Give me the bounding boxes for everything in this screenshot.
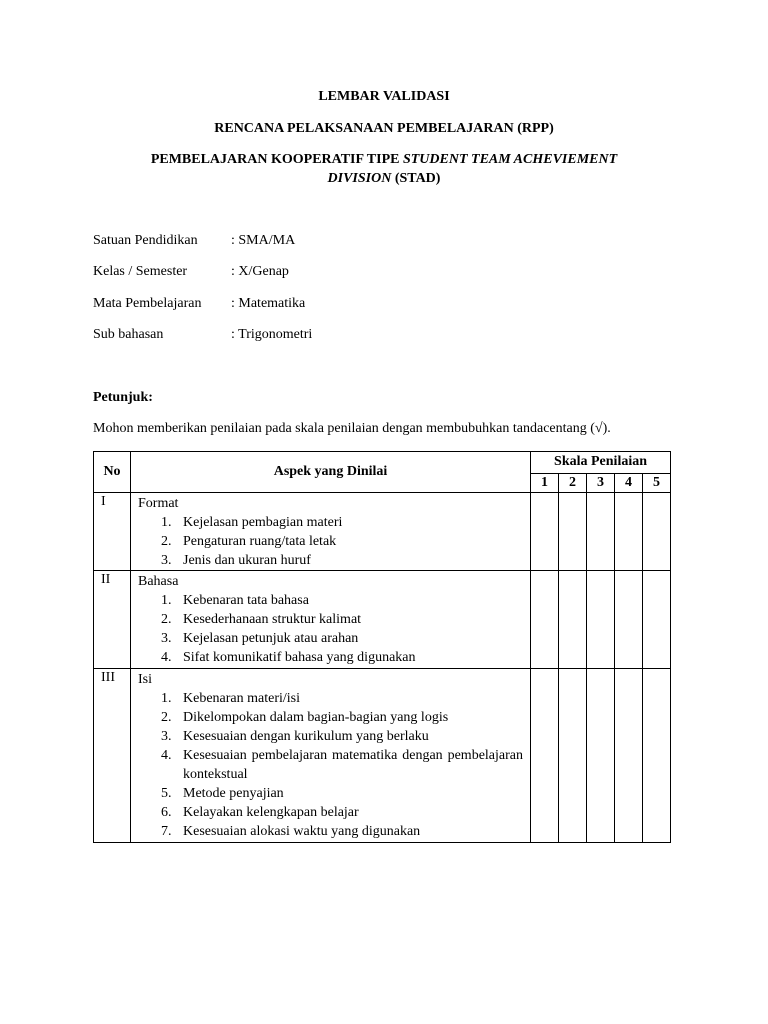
list-item: 1. Kejelasan pembagian materi [161,515,343,530]
score-cell[interactable] [643,669,671,843]
criteria-list [138,591,523,667]
section-number: I [94,493,131,571]
section-number: III [94,669,131,843]
info-row [93,233,295,249]
score-cell[interactable] [559,571,587,669]
col-header-aspek: Aspek yang Dinilai [131,452,531,493]
petunjuk-text: Mohon memberikan penilaian pada skala penilaian dengan membubuhkan tandacentang (√). [93,421,611,436]
section-cell [131,571,531,669]
doc-title: LEMBAR VALIDASI [318,89,450,104]
score-cell[interactable] [531,669,559,843]
section-cell [131,493,531,571]
score-cell[interactable] [587,669,615,843]
info-value: : SMA/MA [231,233,296,248]
criteria-list [138,513,523,570]
info-label: Kelas / Semester [93,264,188,279]
score-cell[interactable] [587,493,615,571]
scale-header: 3 [587,473,615,492]
table-row [94,669,671,843]
scale-header: 4 [615,473,643,492]
list-item: 6. Kelayakan kelengkapan belajar [161,805,359,820]
score-cell[interactable] [587,571,615,669]
list-item: 1. Kebenaran materi/isi [161,691,301,706]
info-label: Sub bahasan [93,327,164,342]
score-cell[interactable] [643,571,671,669]
list-item: 3. Jenis dan ukuran huruf [161,553,311,568]
score-cell[interactable] [615,571,643,669]
info-label: Mata Pembelajaran [93,296,202,311]
list-item: 3. Kesesuaian dengan kurikulum yang berlaku [161,729,429,744]
col-header-skala: Skala Penilaian [531,452,671,474]
scale-header: 5 [643,473,671,492]
info-row [93,296,305,312]
model-suffix: (STAD) [391,171,441,186]
section-title: Isi [138,672,152,687]
info-label: Satuan Pendidikan [93,233,198,248]
section-number: II [94,571,131,669]
score-cell[interactable] [559,493,587,571]
model-italic-2: DIVISION [327,171,392,186]
score-cell[interactable] [531,571,559,669]
petunjuk-heading: Petunjuk: [93,390,153,405]
info-row [93,264,289,280]
section-title: Format [138,496,179,511]
list-item: 4. Sifat komunikatif bahasa yang digunakan [161,650,416,665]
info-value: : Matematika [231,296,306,311]
assessment-table [93,451,671,843]
info-row [93,327,312,343]
scale-header: 1 [531,473,559,492]
list-item: 3. Kejelasan petunjuk atau arahan [161,631,359,646]
info-value: : Trigonometri [231,327,313,342]
score-cell[interactable] [531,493,559,571]
list-item: 5. Metode penyajian [161,786,284,801]
list-item: 1. Kebenaran tata bahasa [161,593,309,608]
section-cell [131,669,531,843]
score-cell[interactable] [643,493,671,571]
list-item: 4. Kesesuaian pembelajaran matematika dengan pembelajaran kontekstual [161,748,523,782]
score-cell[interactable] [615,669,643,843]
score-cell[interactable] [615,493,643,571]
info-value: : X/Genap [231,264,289,279]
doc-subtitle-rpp: RENCANA PELAKSANAAN PEMBELAJARAN (RPP) [214,121,554,136]
model-prefix: PEMBELAJARAN KOOPERATIF TIPE [150,152,403,167]
list-item: 2. Pengaturan ruang/tata letak [161,534,337,549]
scale-header: 2 [559,473,587,492]
criteria-list [138,689,523,841]
doc-subtitle-model [0,152,768,168]
col-header-no: No [94,452,131,493]
section-title: Bahasa [138,574,179,589]
table-row [94,571,671,669]
doc-subtitle-model-cont [0,171,768,187]
model-italic-1: STUDENT TEAM ACHEVIEMENT [402,152,618,167]
table-row [94,493,671,571]
list-item: 2. Kesederhanaan struktur kalimat [161,612,362,627]
list-item: 2. Dikelompokan dalam bagian-bagian yang logis [161,710,449,725]
list-item: 7. Kesesuaian alokasi waktu yang digunakan [161,824,421,839]
score-cell[interactable] [559,669,587,843]
